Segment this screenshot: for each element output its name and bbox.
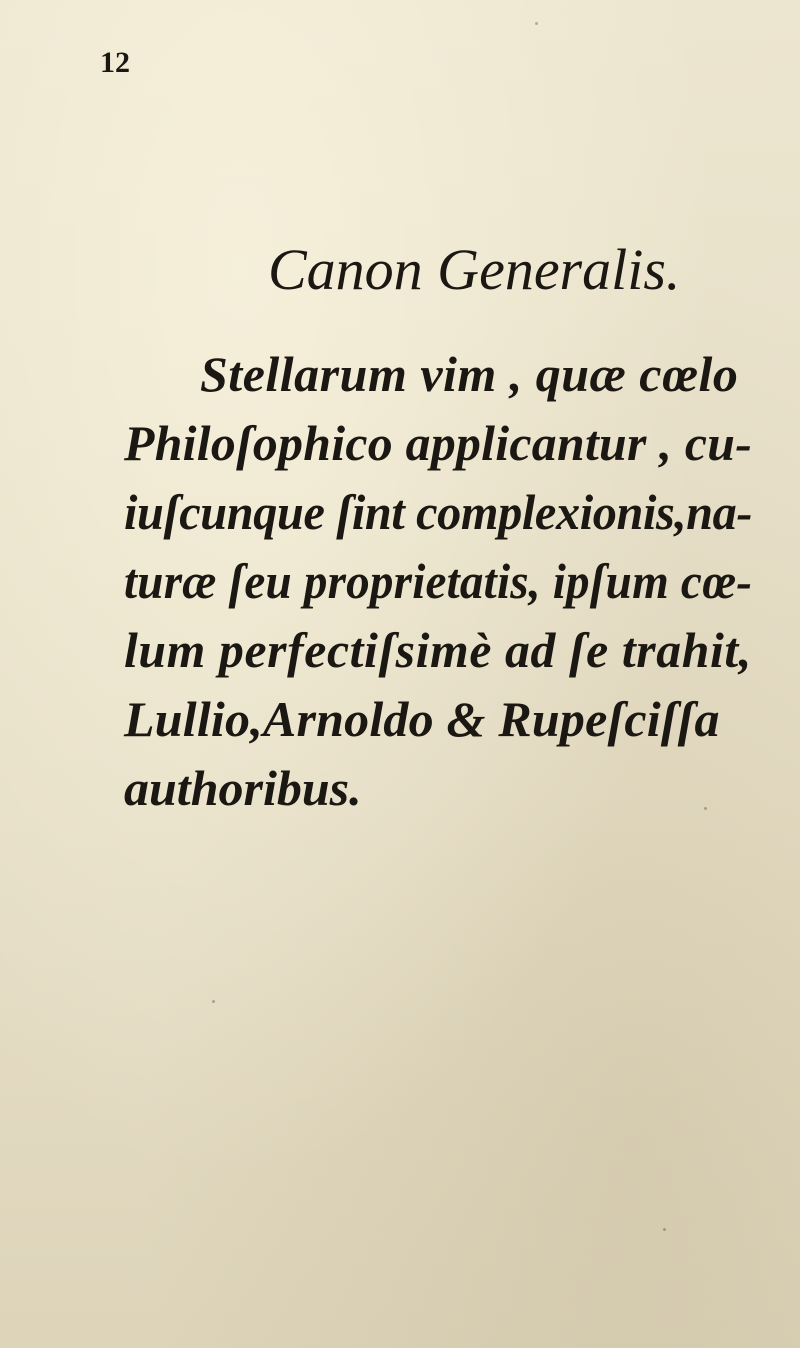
- page-number: 12: [100, 46, 130, 79]
- text-line: Lullio,Arnoldo & Rupeſciſſa: [124, 691, 720, 747]
- paper-speck: [663, 1228, 666, 1231]
- text-line: lum perfectiſsimè ad ſe trahit,: [124, 622, 752, 678]
- bleed-through-texture: [120, 100, 760, 356]
- paper-speck: [704, 807, 707, 810]
- paper-speck: [212, 1000, 215, 1003]
- text-line: iuſcunque ſint complexionis,na-: [124, 484, 753, 540]
- text-line: Stellarum vim , quæ cœlo: [200, 346, 739, 402]
- text-line: Philoſophico applicantur , cu-: [124, 415, 753, 471]
- text-line: turæ ſeu proprietatis, ipſum cœ-: [124, 553, 753, 609]
- text-line: authoribus.: [124, 760, 362, 816]
- paper-speck: [535, 22, 538, 25]
- page-title: Canon Generalis.: [268, 237, 681, 302]
